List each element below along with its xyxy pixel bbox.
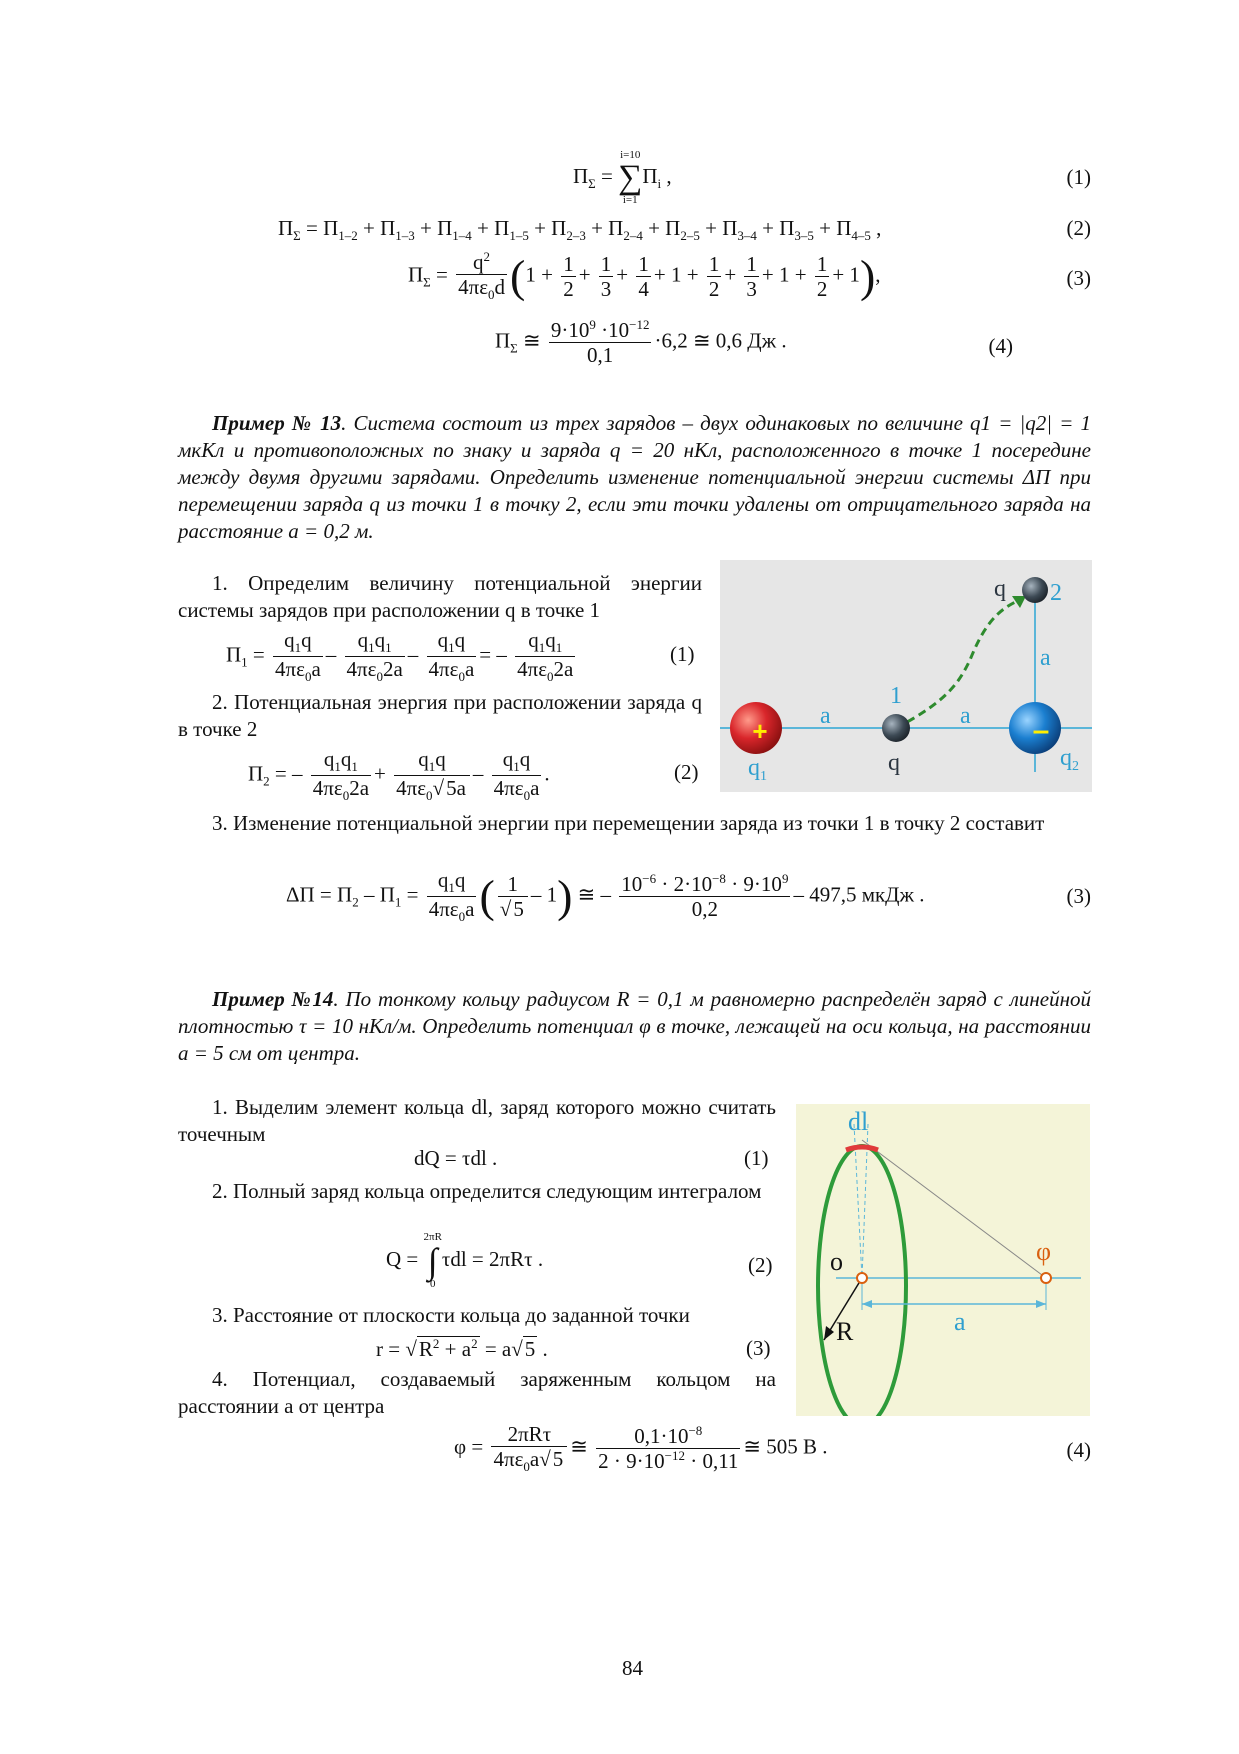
eq-number: (2)	[748, 1253, 773, 1277]
eq-sum-expanded: $\Pi_\Sigma = \Pi_{1-2} + \Pi_{1-3} + \Pi_{1-4} + \Pi_{1-5} + \Pi_{2-3} + \Pi_{2-4} + \Pi_{2-5} + \Pi_{3-4} + \Pi_{3-5} + \Pi_{4-5}$ ,	[278, 216, 882, 244]
eq-number: (3)	[746, 1336, 771, 1360]
eq-sum-result: $\Pi_\Sigma$ ≅ $\frac{9\cdot 10^9 \cdot 10^{-12}}{0,1}$ ·6,2 ≅ 0,6 Дж .	[495, 317, 787, 368]
example-13-step1: 1. Определим величину потенциальной энергии системы зарядов при расположении q в точке 1	[178, 571, 702, 622]
eq-number: (1)	[1066, 165, 1091, 189]
eq-number: (2)	[674, 760, 699, 784]
label-dl: dl	[848, 1107, 869, 1136]
eq-sum-fractions: $\Pi_\Sigma$ = $\frac{q^2}{4\pi\varepsilon_0d}$ (1 + $\frac{1}{2}$ + $\frac{1}{3}$ + $\frac{1}{4}$ + 1 + $\frac{1}{2}$ + $\frac{1}{3}$ + 1 + $\frac{1}{2}$ + 1),	[408, 249, 881, 303]
page-number: 84	[622, 1656, 643, 1680]
label-a-mid: a	[960, 703, 971, 729]
ring-element-dl	[846, 1147, 878, 1150]
example-14-step3: 3. Расстояние от плоскости кольца до заданной точки	[212, 1303, 690, 1327]
plus-sign: +	[752, 716, 768, 746]
example-13-step3: 3. Изменение потенциальной энергии при перемещении заряда из точки 1 в точку 2 составит	[212, 811, 1045, 835]
eq-energy-point2: $\Pi_2$ = – $\frac{q_1q_1}{4\pi\varepsilon_02a}$ + $\frac{q_1q}{4\pi\varepsilon_0√5a}$ – $\frac{q_1q}{4\pi\varepsilon_0a}$ .	[248, 747, 550, 804]
eq-energy-change: $\Delta\Pi = \Pi_2 - \Pi_1$ = $\frac{q_1q}{4\pi\varepsilon_0a}$ ( $\frac{1}{√5}$ – 1) ≅ – $\frac{10^{-6} \cdot 2\cdot 10^{-8} \cdot 9\cdot 10^9}{0,2}$ – 497,5 мкДж .	[286, 868, 925, 925]
label-a-vertical: a	[1040, 645, 1051, 671]
label-R: R	[836, 1317, 854, 1346]
label-point-2: 2	[1050, 580, 1062, 606]
label-q-mid: q	[888, 750, 900, 776]
label-q2: $q_2$	[1060, 745, 1079, 774]
label-point-1: 1	[890, 683, 902, 709]
eq-total-charge: Q = 2πR ∫ 0 τdl = 2πRτ .	[386, 1231, 544, 1290]
figure-ring	[796, 1104, 1090, 1416]
label-q-top: q	[994, 576, 1006, 602]
center-point	[857, 1273, 867, 1283]
example-14-step4: 4. Потенциал, создаваемый заряженным кольцом на расстоянии а от центра	[178, 1367, 776, 1418]
eq-distance: $r = √R^2 + a^2 = a√5$ .	[376, 1336, 548, 1361]
point-1-ball	[882, 714, 910, 742]
label-q1: $q_1$	[748, 755, 767, 784]
eq-number: (4)	[1066, 1438, 1091, 1462]
label-a: a	[954, 1307, 966, 1336]
label-a-left: a	[820, 703, 831, 729]
example-14-step2: 2. Полный заряд кольца определится следующим интегралом	[212, 1179, 762, 1203]
ring-diagram	[796, 1104, 1090, 1416]
eq-number: (1)	[744, 1146, 769, 1170]
eq-dq: dQ = τdl .	[414, 1146, 498, 1170]
figure-charges	[720, 560, 1092, 792]
path-arrow	[896, 600, 1020, 728]
eq-potential: φ = 2πRτ $4\pi\varepsilon_0a√5$ ≅ $\frac{0,1\cdot 10^{-8}}{2 \cdot 9\cdot 10^{-12} \cdot 0,11}$ ≅ 505 В .	[454, 1422, 828, 1475]
arrowhead	[1012, 596, 1026, 608]
line-to-phi	[862, 1140, 1046, 1278]
phi-point	[1041, 1273, 1051, 1283]
charges-diagram	[720, 560, 1092, 792]
label-phi: φ	[1036, 1237, 1052, 1266]
example-14-step1: 1. Выделим элемент кольца dl, заряд которого можно считать точечным	[178, 1095, 776, 1146]
minus-sign: –	[1032, 714, 1050, 747]
eq-number: (3)	[1066, 266, 1091, 290]
example-13-step2: 2. Потенциальная энергия при расположении заряда q в точке 2	[178, 690, 702, 741]
eq-number: (2)	[1066, 216, 1091, 240]
eq-number: (1)	[670, 642, 695, 666]
example-14-statement: Пример №14. По тонкому кольцу радиусом R = 0,1 м равномерно распределён заряд с линейной плотностью τ = 10 нКл/м. Определить потенциал φ в точке, лежащей на оси кольца, на расстоянии а = 5 см от центра.	[178, 987, 1092, 1065]
point-2-ball	[1022, 577, 1048, 603]
eq-sum-total: $\Pi_\Sigma$ = i=10 ∑ i=1 $\Pi_i$ ,	[573, 149, 672, 206]
eq-number: (4)	[988, 334, 1013, 358]
eq-number: (3)	[1066, 884, 1091, 908]
label-o: o	[830, 1247, 843, 1276]
example-13-statement: Пример № 13. Система состоит из трех зарядов – двух одинаковых по величине q1 = |q2| = 1 мкКл и противоположных по знаку и заряда q = 20 нКл, расположенного в точке 1 посередине между двумя другими зарядами. Определить изменение потенциальной энергии системы ΔП при перемещении заряда q из точки 1 в точку 2, если эти точки удалены от отрицательного заряда на расстояние а = 0,2 м.	[178, 411, 1092, 543]
eq-energy-point1: $\Pi_1$ = $\frac{q_1q}{4\pi\varepsilon_0a}$ – $\frac{q_1q_1}{4\pi\varepsilon_02a}$ – $\frac{q_1q}{4\pi\varepsilon_0a}$ = – $\frac{q_1q_1}{4\pi\varepsilon_02a}$	[226, 628, 574, 685]
